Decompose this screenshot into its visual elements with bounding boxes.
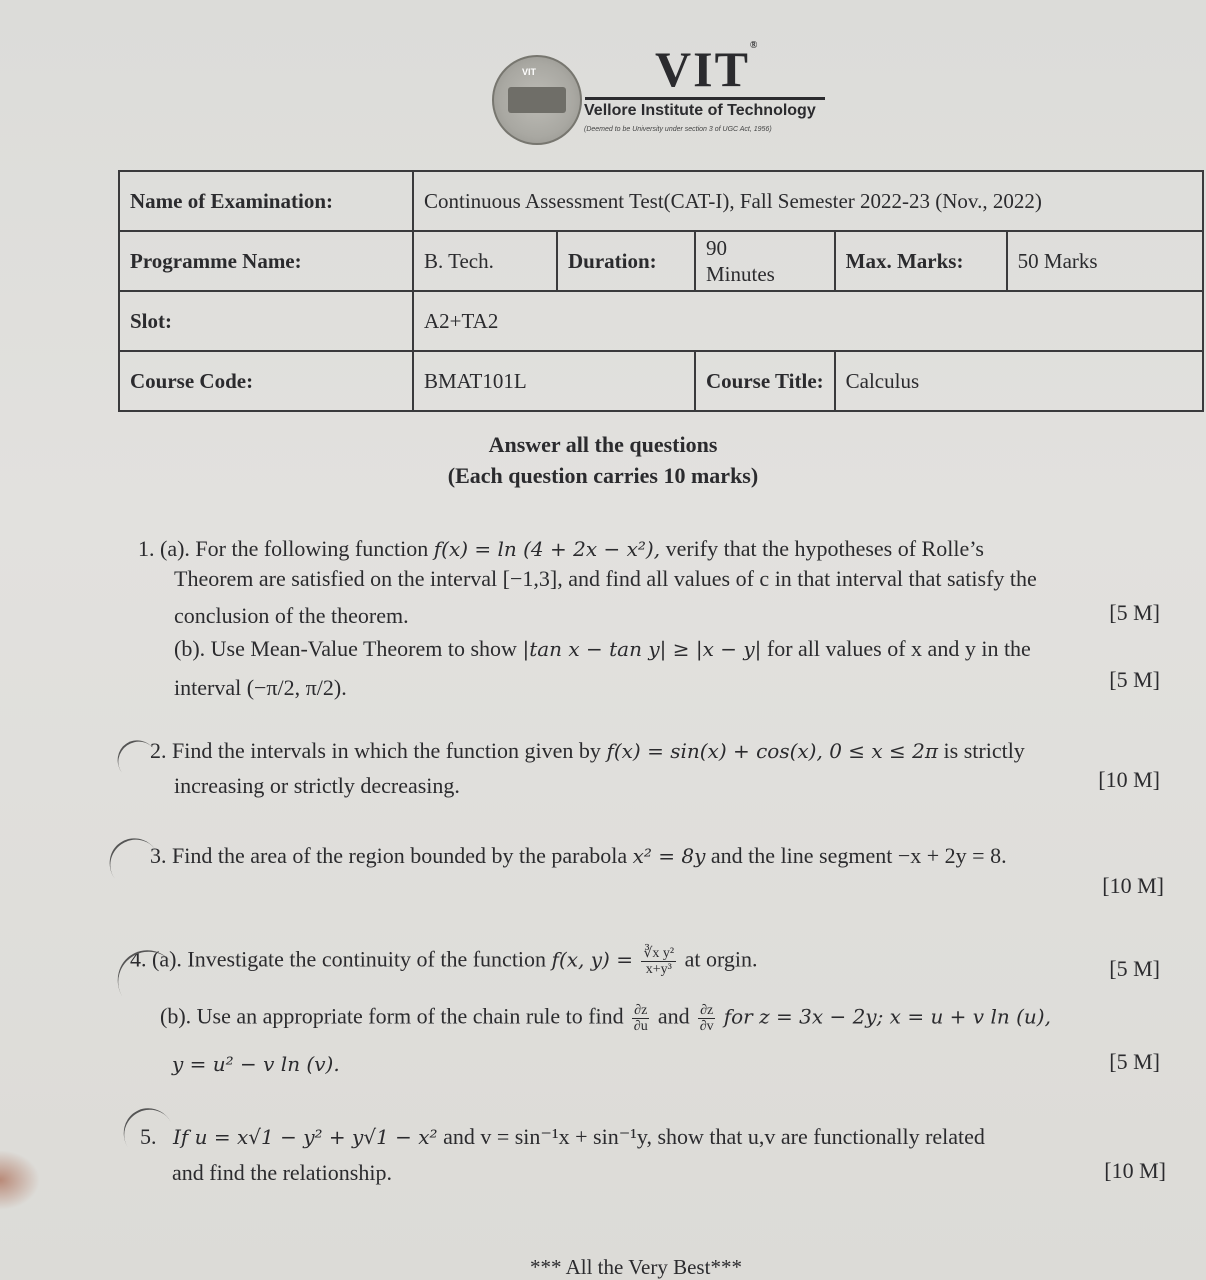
duration-label: Duration:	[557, 231, 695, 291]
question-4a-line-1: 4. (a). Investigate the continuity of the function f(x, y) = $\frac{\text{∛x y²}}{\text{x+y³}}$ at orgin.	[130, 946, 758, 977]
course-code-label: Course Code:	[119, 351, 413, 411]
duration-value: 90 Minutes	[695, 231, 835, 291]
question-3-marks: [10 M]	[1102, 873, 1164, 898]
max-marks-value: 50 Marks	[1007, 231, 1203, 291]
table-row	[119, 291, 1203, 351]
question-4b-line-1: (b). Use an appropriate form of the chain rule to find $\frac{\partial z}{\partial u}$ and $\frac{\partial z}{\partial v}$ for z = 3x − 2y; x = u + v ln (u),	[160, 1003, 1051, 1034]
logo-subtitle: Vellore Institute of Technology	[584, 102, 816, 119]
partial-z-u-fraction: $\frac{\partial z}{\partial u}$	[633, 1003, 648, 1034]
partial-z-v-fraction: $\frac{\partial z}{\partial v}$	[699, 1003, 714, 1034]
university-seal-icon	[492, 55, 582, 145]
exam-name-value: Continuous Assessment Test(CAT-I), Fall Semester 2022-23 (Nov., 2022)	[413, 171, 1203, 231]
question-1a-marks: [5 M]	[1109, 600, 1160, 625]
question-3-line-1: 3. Find the area of the region bounded by the parabola x² = 8y and the line segment −x + 2y = 8.	[150, 843, 1007, 868]
slot-label: Slot:	[119, 291, 413, 351]
question-5-line-1: 5. If u = x√1 − y² + y√1 − x² and v = sin⁻¹x + sin⁻¹y, show that u,v are functionally related	[140, 1124, 985, 1149]
instruction-line-1: Answer all the questions	[488, 432, 718, 457]
function-fraction: $\frac{\text{∛x y²}}{\text{x+y³}}$	[643, 946, 675, 977]
exam-info-table	[118, 170, 1204, 412]
question-1a-line-3: conclusion of the theorem.	[174, 603, 409, 628]
question-2-line-2: increasing or strictly decreasing.	[174, 773, 460, 798]
question-1b-line-1: (b). Use Mean-Value Theorem to show |tan x − tan y| ≥ |x − y| for all values of x and y in the	[174, 636, 1031, 661]
course-code-value: BMAT101L	[413, 351, 695, 411]
question-5-line-2: and find the relationship.	[172, 1160, 392, 1185]
max-marks-label: Max. Marks:	[835, 231, 1007, 291]
question-2-marks: [10 M]	[1098, 767, 1160, 792]
question-5-marks: [10 M]	[1104, 1158, 1166, 1183]
question-2-line-1: 2. Find the intervals in which the function given by f(x) = sin(x) + cos(x), 0 ≤ x ≤ 2π is strictly	[150, 738, 1025, 763]
question-1a-line-2: Theorem are satisfied on the interval [−1,3], and find all values of c in that interval that satisfy the	[174, 566, 1037, 591]
logo-divider	[585, 97, 825, 100]
logo-tagline: (Deemed to be University under section 3 of UGC Act, 1956)	[584, 126, 772, 133]
table-row	[119, 231, 1203, 291]
question-4b-marks: [5 M]	[1109, 1049, 1160, 1074]
exam-name-label: Name of Examination:	[119, 171, 413, 231]
footer-text: *** All the Very Best***	[530, 1255, 742, 1279]
finger-shadow	[0, 1150, 40, 1210]
question-1b-line-2: interval (−π/2, π/2).	[174, 675, 347, 700]
question-1a-line-1: 1. (a). For the following function f(x) = ln (4 + 2x − x²), verify that the hypotheses of Rolle’s	[138, 536, 984, 561]
course-title-value: Calculus	[835, 351, 1203, 411]
course-title-label: Course Title:	[695, 351, 835, 411]
question-1b-marks: [5 M]	[1109, 667, 1160, 692]
table-row	[119, 171, 1203, 231]
instruction-line-2: (Each question carries 10 marks)	[447, 463, 759, 488]
question-4b-line-2: y = u² − v ln (v).	[172, 1052, 340, 1076]
table-row	[119, 351, 1203, 411]
question-4a-marks: [5 M]	[1109, 956, 1160, 981]
programme-value: B. Tech.	[413, 231, 557, 291]
programme-label: Programme Name:	[119, 231, 413, 291]
seal-text: VIT	[522, 67, 537, 77]
logo-title: VIT®	[655, 40, 760, 97]
slot-value: A2+TA2	[413, 291, 1203, 351]
